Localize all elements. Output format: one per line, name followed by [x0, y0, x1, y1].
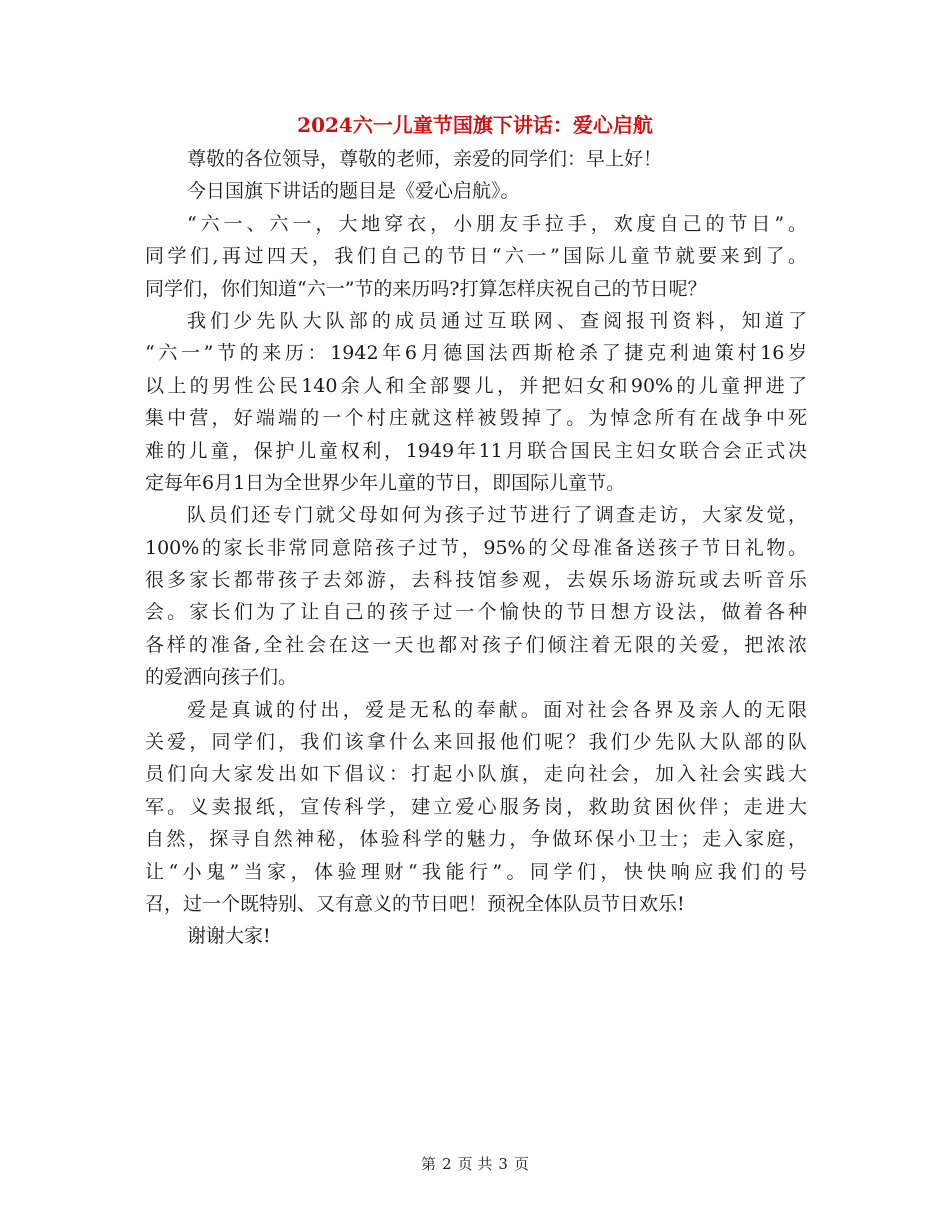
text-line: 以上的男性公民140余人和全部婴儿，并把妇女和90%的儿童押进了 — [145, 374, 807, 397]
text-line: 同学们，你们知道“六一”节的来历吗?打算怎样庆祝自己的节日呢？ — [145, 277, 707, 300]
text-line: 召，过一个既特别、又有意义的节日吧！预祝全体队员节日欢乐! — [145, 892, 685, 915]
footer-suffix: 页 — [513, 1155, 529, 1173]
text-line: 让“小鬼”当家，体验理财“我能行”。同学们，快快响应我们的号 — [145, 860, 807, 883]
text-line: 爱是真诚的付出，爱是无私的奉献。面对社会各界及亲人的无限 — [187, 698, 807, 721]
text-line: 员们向大家发出如下倡议：打起小队旗，走向社会，加入社会实践大 — [145, 763, 807, 786]
text-line: 同学们,再过四天，我们自己的节日“六一”国际儿童节就要来到了。 — [145, 245, 807, 268]
text-line: “六一”节的来历：1942年6月德国法西斯枪杀了捷克利迪策村16岁 — [145, 342, 807, 365]
footer-total-pages: 3 — [498, 1155, 508, 1173]
text-line: 各样的准备,全社会在这一天也都对孩子们倾注着无限的关爱，把浓浓 — [145, 633, 807, 656]
document-body — [145, 143, 807, 953]
text-line: 我们少先队大队部的成员通过互联网、查阅报刊资料，知道了 — [187, 309, 807, 332]
page-footer — [0, 1154, 950, 1174]
text-line: 的爱洒向孩子们。 — [145, 666, 298, 689]
text-line: 谢谢大家! — [187, 925, 271, 948]
text-line: 难的儿童，保护儿童权利，1949年11月联合国民主妇女联合会正式决 — [145, 439, 807, 462]
text-line: 队员们还专门就父母如何为孩子过节进行了调查走访，大家发觉， — [187, 504, 807, 527]
footer-current-page: 2 — [442, 1155, 452, 1173]
text-line: 定每年6月1日为全世界少年儿童的节日，即国际儿童节。 — [145, 471, 626, 494]
text-line: 会。家长们为了让自己的孩子过一个愉快的节日想方设法，做着各种 — [145, 601, 807, 624]
document-title: 2024六一儿童节国旗下讲话：爱心启航 — [297, 113, 653, 137]
text-line: 自然，探寻自然神秘，体验科学的魅力，争做环保小卫士；走入家庭， — [145, 828, 807, 851]
text-line: 很多家长都带孩子去郊游，去科技馆参观，去娱乐场游玩或去听音乐 — [145, 569, 807, 592]
footer-prefix: 第 — [421, 1155, 437, 1173]
text-line: 关爱，同学们，我们该拿什么来回报他们呢？我们少先队大队部的队 — [145, 731, 807, 754]
text-line: 集中营，好端端的一个村庄就这样被毁掉了。为悼念所有在战争中死 — [145, 407, 807, 430]
text-line: 100%的家长非常同意陪孩子过节，95%的父母准备送孩子节日礼物。 — [145, 536, 807, 559]
footer-middle: 页 共 — [457, 1155, 493, 1173]
text-line: “六一、六一，大地穿衣，小朋友手拉手，欢度自己的节日”。 — [187, 212, 807, 235]
text-line: 军。义卖报纸，宣传科学，建立爱心服务岗，救助贫困伙伴；走进大 — [145, 795, 807, 818]
text-line: 尊敬的各位领导，尊敬的老师，亲爱的同学们：早上好！ — [187, 148, 663, 170]
text-line: 今日国旗下讲话的题目是《爱心启航》。 — [187, 180, 520, 203]
